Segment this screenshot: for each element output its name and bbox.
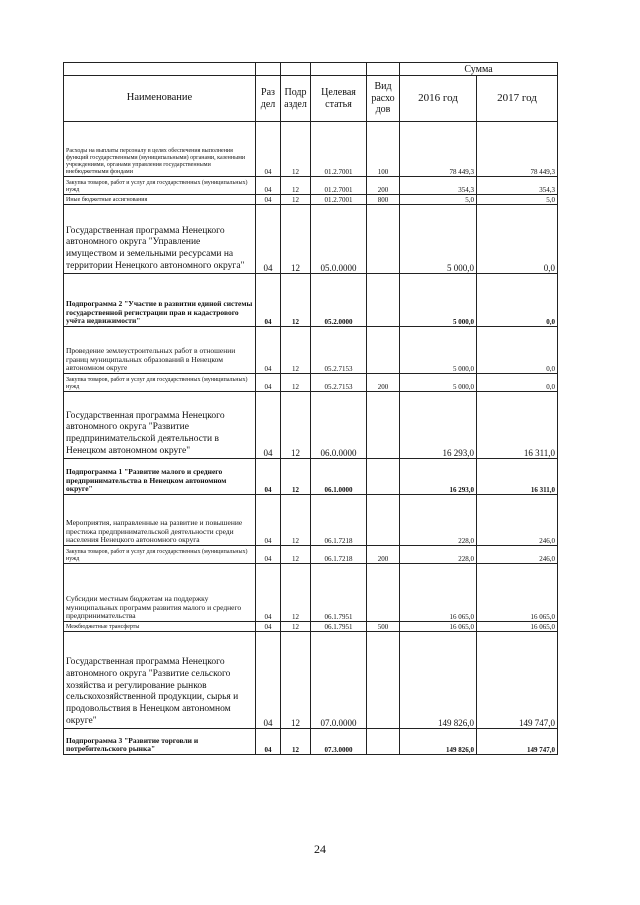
row-type-cell: 800 (367, 195, 400, 205)
row-subsection-cell: 12 (281, 459, 311, 495)
blank-cell (367, 63, 400, 76)
subsection-header: Подр аздел (281, 76, 311, 122)
row-section-cell: 04 (256, 177, 281, 195)
row-2017-cell: 354,3 (477, 177, 558, 195)
row-subsection-cell: 12 (281, 122, 311, 177)
row-name-cell: Субсидии местным бюджетам на поддержку муниципальных программ развития малого и среднего предпринимательства (64, 564, 256, 622)
row-target-cell: 07.0.0000 (311, 632, 367, 729)
row-target-cell: 01.2.7001 (311, 122, 367, 177)
row-2017-cell: 78 449,3 (477, 122, 558, 177)
table-row (64, 392, 558, 459)
row-name-cell: Мероприятия, направленные на развитие и повышение престижа предпринимательской деятельности среди населения Ненецкого автономного округа (64, 495, 256, 546)
row-type-cell: 200 (367, 177, 400, 195)
year-2017-header: 2017 год (477, 76, 558, 122)
blank-cell (256, 63, 281, 76)
row-2016-cell: 354,3 (400, 177, 477, 195)
row-name-cell: Государственная программа Ненецкого автономного округа "Управление имуществом и земельными ресурсами на территории Ненецкого автономного округа" (64, 205, 256, 274)
table-row (64, 729, 558, 755)
row-subsection-cell: 12 (281, 546, 311, 564)
row-2016-cell: 16 065,0 (400, 564, 477, 622)
row-subsection-cell: 12 (281, 495, 311, 546)
row-2017-cell: 5,0 (477, 195, 558, 205)
row-2017-cell: 0,0 (477, 205, 558, 274)
table-row (64, 122, 558, 177)
row-target-cell: 05.0.0000 (311, 205, 367, 274)
row-name-cell: Иные бюджетные ассигнования (64, 195, 256, 205)
row-name-cell: Расходы на выплаты персоналу в целях обеспечения выполнения функций государственными (муниципальными) органами, казенными учреждениями, органами управления государственными внебюджетными фондами (64, 122, 256, 177)
table-row (64, 459, 558, 495)
row-section-cell: 04 (256, 205, 281, 274)
row-section-cell: 04 (256, 274, 281, 327)
row-2017-cell: 16 065,0 (477, 622, 558, 632)
row-target-cell: 06.1.7218 (311, 546, 367, 564)
row-target-cell: 05.2.0000 (311, 274, 367, 327)
row-2016-cell: 5 000,0 (400, 374, 477, 392)
blank-cell (281, 63, 311, 76)
row-subsection-cell: 12 (281, 564, 311, 622)
row-target-cell: 05.2.7153 (311, 374, 367, 392)
row-section-cell: 04 (256, 564, 281, 622)
row-subsection-cell: 12 (281, 205, 311, 274)
row-name-cell: Межбюджетные трансферты (64, 622, 256, 632)
row-subsection-cell: 12 (281, 374, 311, 392)
row-2017-cell: 149 747,0 (477, 729, 558, 755)
row-section-cell: 04 (256, 374, 281, 392)
table-row (64, 564, 558, 622)
row-type-cell: 200 (367, 374, 400, 392)
table-row (64, 177, 558, 195)
row-subsection-cell: 12 (281, 729, 311, 755)
row-2016-cell: 16 065,0 (400, 622, 477, 632)
row-name-cell: Подпрограмма 2 "Участие в развитии единой системы государственной регистрации прав и кадастрового учёта недвижимости" (64, 274, 256, 327)
table-row (64, 495, 558, 546)
row-subsection-cell: 12 (281, 177, 311, 195)
row-subsection-cell: 12 (281, 195, 311, 205)
table-row (64, 195, 558, 205)
row-target-cell: 06.1.7218 (311, 495, 367, 546)
row-section-cell: 04 (256, 327, 281, 374)
row-type-cell (367, 459, 400, 495)
row-section-cell: 04 (256, 392, 281, 459)
table-body (64, 122, 558, 755)
row-type-cell: 200 (367, 546, 400, 564)
row-name-cell: Подпрограмма 1 "Развитие малого и среднего предпринимательства в Ненецком автономном округе" (64, 459, 256, 495)
row-2016-cell: 5 000,0 (400, 327, 477, 374)
row-target-cell: 06.1.7951 (311, 564, 367, 622)
name-header: Наименование (64, 76, 256, 122)
row-type-cell (367, 392, 400, 459)
row-2016-cell: 5 000,0 (400, 205, 477, 274)
row-type-cell: 500 (367, 622, 400, 632)
row-name-cell: Проведение землеустроительных работ в отношении границ муниципальных образований в Ненецком автономном округе (64, 327, 256, 374)
budget-table (63, 62, 558, 755)
row-target-cell: 06.1.0000 (311, 459, 367, 495)
row-2016-cell: 228,0 (400, 495, 477, 546)
header-row (64, 76, 558, 122)
row-2016-cell: 16 293,0 (400, 459, 477, 495)
blank-cell (64, 63, 256, 76)
row-section-cell: 04 (256, 459, 281, 495)
row-subsection-cell: 12 (281, 632, 311, 729)
row-section-cell: 04 (256, 195, 281, 205)
row-2017-cell: 246,0 (477, 495, 558, 546)
row-target-cell: 05.2.7153 (311, 327, 367, 374)
row-type-cell (367, 729, 400, 755)
row-name-cell: Закупка товаров, работ и услуг для государственных (муниципальных) нужд (64, 374, 256, 392)
table-row (64, 632, 558, 729)
row-2017-cell: 16 065,0 (477, 564, 558, 622)
table-row (64, 374, 558, 392)
row-2017-cell: 149 747,0 (477, 632, 558, 729)
row-2016-cell: 149 826,0 (400, 729, 477, 755)
row-2016-cell: 149 826,0 (400, 632, 477, 729)
row-type-cell (367, 274, 400, 327)
row-type-cell (367, 495, 400, 546)
row-target-cell: 07.3.0000 (311, 729, 367, 755)
row-subsection-cell: 12 (281, 392, 311, 459)
table-row (64, 622, 558, 632)
row-target-cell: 06.1.7951 (311, 622, 367, 632)
sum-header: Сумма (400, 63, 558, 76)
row-section-cell: 04 (256, 632, 281, 729)
row-2016-cell: 78 449,3 (400, 122, 477, 177)
row-type-cell (367, 564, 400, 622)
blank-cell (311, 63, 367, 76)
row-2016-cell: 5 000,0 (400, 274, 477, 327)
row-name-cell: Закупка товаров, работ и услуг для государственных (муниципальных) нужд (64, 177, 256, 195)
row-type-cell (367, 327, 400, 374)
table-row (64, 327, 558, 374)
row-subsection-cell: 12 (281, 327, 311, 374)
row-2016-cell: 5,0 (400, 195, 477, 205)
year-2016-header: 2016 год (400, 76, 477, 122)
row-name-cell: Закупка товаров, работ и услуг для государственных (муниципальных) нужд (64, 546, 256, 564)
row-section-cell: 04 (256, 122, 281, 177)
expense-type-header: Вид расхо дов (367, 76, 400, 122)
header-top-row (64, 63, 558, 76)
row-2016-cell: 228,0 (400, 546, 477, 564)
row-type-cell (367, 632, 400, 729)
row-section-cell: 04 (256, 495, 281, 546)
row-type-cell (367, 205, 400, 274)
row-2017-cell: 0,0 (477, 327, 558, 374)
row-section-cell: 04 (256, 622, 281, 632)
row-section-cell: 04 (256, 546, 281, 564)
row-target-cell: 01.2.7001 (311, 195, 367, 205)
row-type-cell: 100 (367, 122, 400, 177)
row-2016-cell: 16 293,0 (400, 392, 477, 459)
row-name-cell: Подпрограмма 3 "Развитие торговли и потребительского рынка" (64, 729, 256, 755)
table-row (64, 274, 558, 327)
row-subsection-cell: 12 (281, 622, 311, 632)
row-2017-cell: 16 311,0 (477, 392, 558, 459)
row-target-cell: 01.2.7001 (311, 177, 367, 195)
page-number: 24 (314, 842, 326, 856)
row-subsection-cell: 12 (281, 274, 311, 327)
row-2017-cell: 0,0 (477, 374, 558, 392)
row-2017-cell: 16 311,0 (477, 459, 558, 495)
target-article-header: Целевая статья (311, 76, 367, 122)
row-2017-cell: 246,0 (477, 546, 558, 564)
row-name-cell: Государственная программа Ненецкого автономного округа "Развитие сельского хозяйства и регулирование рынков сельскохозяйственной продукции, сырья и продовольствия в Ненецком автономном округе" (64, 632, 256, 729)
section-header: Раз дел (256, 76, 281, 122)
row-name-cell: Государственная программа Ненецкого автономного округа "Развитие предпринимательской деятельности в Ненецком автономном округе" (64, 392, 256, 459)
row-section-cell: 04 (256, 729, 281, 755)
table-row (64, 205, 558, 274)
table-row (64, 546, 558, 564)
row-target-cell: 06.0.0000 (311, 392, 367, 459)
row-2017-cell: 0,0 (477, 274, 558, 327)
